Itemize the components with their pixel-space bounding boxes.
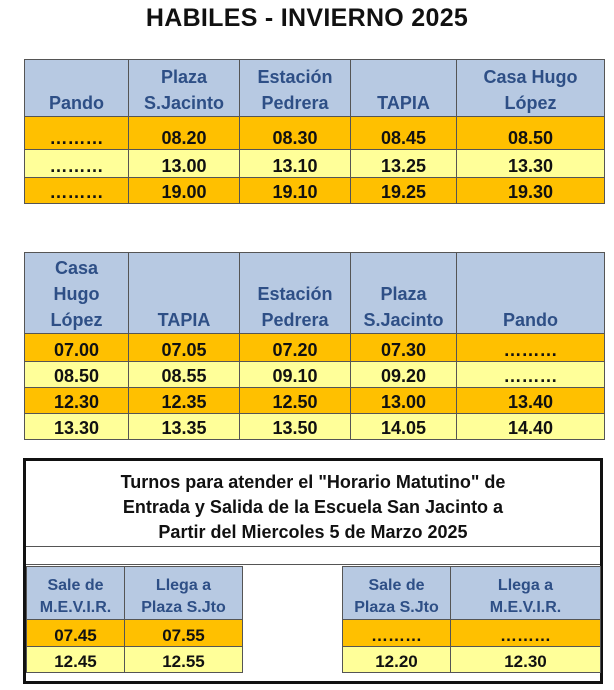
cell: 12.20	[343, 647, 451, 673]
header-cell: Casa Hugo López	[25, 253, 129, 334]
cell: ………	[25, 178, 129, 204]
header-cell: Estación Pedrera	[240, 253, 351, 334]
cell: 08.20	[129, 117, 240, 150]
header-cell: TAPIA	[129, 253, 240, 334]
schedule-table-pando-to-casa-hugo-lopez	[24, 59, 605, 204]
table-header-row	[343, 567, 601, 620]
note-line: Partir del Miercoles 5 de Marzo 2025	[158, 522, 468, 542]
cell: 09.20	[351, 362, 457, 388]
cell: 13.40	[457, 388, 605, 414]
cell: 19.30	[457, 178, 605, 204]
schedule-table-plaza-to-mevir	[342, 566, 601, 673]
cell: 13.10	[240, 150, 351, 178]
cell: 13.00	[351, 388, 457, 414]
cell: 13.50	[240, 414, 351, 440]
cell: 13.00	[129, 150, 240, 178]
cell: 13.25	[351, 150, 457, 178]
header-cell: Pando	[457, 253, 605, 334]
cell: 19.10	[240, 178, 351, 204]
cell: ………	[451, 620, 601, 647]
header-cell: Plaza S.Jacinto	[351, 253, 457, 334]
cell: 09.10	[240, 362, 351, 388]
cell: 12.30	[451, 647, 601, 673]
cell: 08.50	[25, 362, 129, 388]
cell: 14.05	[351, 414, 457, 440]
cell: 07.20	[240, 334, 351, 362]
cell: 12.30	[25, 388, 129, 414]
header-cell: Llega a Plaza S.Jto	[125, 567, 243, 620]
cell: 07.55	[125, 620, 243, 647]
header-cell: Pando	[25, 60, 129, 117]
table-header-row	[27, 567, 243, 620]
table-row	[27, 647, 243, 673]
table-header-row	[25, 60, 605, 117]
header-cell: Estación Pedrera	[240, 60, 351, 117]
cell: 08.30	[240, 117, 351, 150]
cell: ………	[457, 362, 605, 388]
table-row	[343, 647, 601, 673]
cell: 07.05	[129, 334, 240, 362]
cell: 08.55	[129, 362, 240, 388]
table-row	[25, 117, 605, 150]
header-cell: Sale de Plaza S.Jto	[343, 567, 451, 620]
table-row	[25, 414, 605, 440]
page-title: HABILES - INVIERNO 2025	[145, 4, 469, 32]
cell: ………	[457, 334, 605, 362]
table-row	[25, 388, 605, 414]
header-cell: TAPIA	[351, 60, 457, 117]
cell: 12.35	[129, 388, 240, 414]
morning-schedule-note	[30, 470, 596, 545]
cell: 12.55	[125, 647, 243, 673]
schedule-table-mevir-to-plaza	[26, 566, 243, 673]
table-row	[25, 362, 605, 388]
table-row	[25, 334, 605, 362]
header-cell: Casa Hugo López	[457, 60, 605, 117]
table-row	[25, 150, 605, 178]
table-row	[25, 178, 605, 204]
cell: 08.45	[351, 117, 457, 150]
cell: 08.50	[457, 117, 605, 150]
cell: 19.00	[129, 178, 240, 204]
note-line: Turnos para atender el "Horario Matutino" de	[120, 472, 506, 492]
header-cell: Plaza S.Jacinto	[129, 60, 240, 117]
schedule-table-casa-hugo-lopez-to-pando	[24, 252, 605, 440]
cell: ………	[25, 117, 129, 150]
table-header-row	[25, 253, 605, 334]
cell: 19.25	[351, 178, 457, 204]
cell: ………	[343, 620, 451, 647]
cell: 07.00	[25, 334, 129, 362]
cell: 12.50	[240, 388, 351, 414]
cell: 07.45	[27, 620, 125, 647]
cell: ………	[25, 150, 129, 178]
header-cell: Llega a M.E.V.I.R.	[451, 567, 601, 620]
divider	[26, 564, 600, 565]
cell: 13.30	[25, 414, 129, 440]
cell: 13.30	[457, 150, 605, 178]
table-row	[27, 620, 243, 647]
cell: 07.30	[351, 334, 457, 362]
table-row	[343, 620, 601, 647]
cell: 13.35	[129, 414, 240, 440]
cell: 14.40	[457, 414, 605, 440]
divider	[26, 546, 600, 547]
note-line: Entrada y Salida de la Escuela San Jacinto a	[122, 497, 504, 517]
header-cell: Sale de M.E.V.I.R.	[27, 567, 125, 620]
cell: 12.45	[27, 647, 125, 673]
